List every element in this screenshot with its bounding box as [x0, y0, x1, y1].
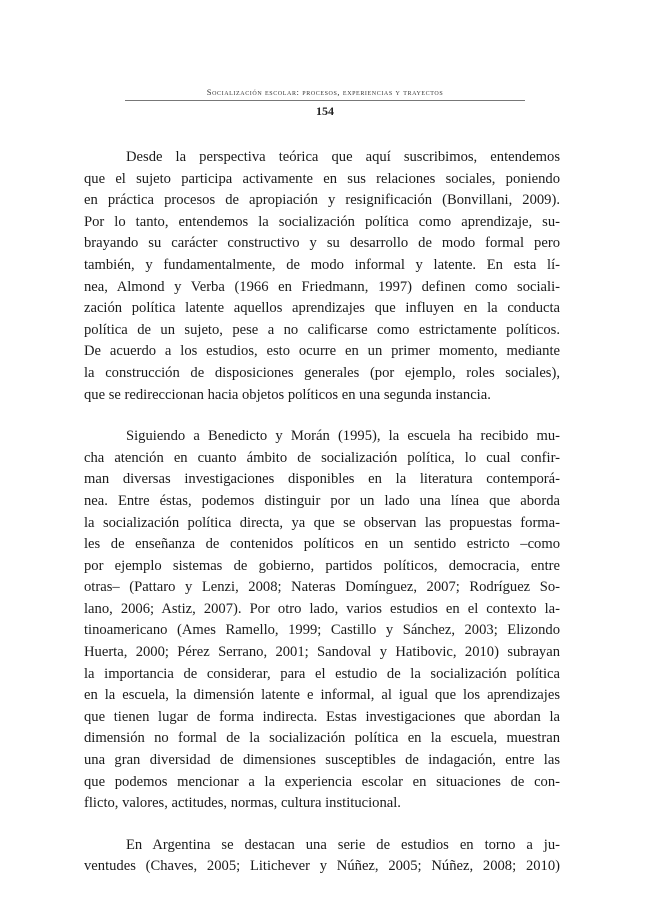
text-line: Siguiendo a Benedicto y Morán (1995), la escuela ha recibido mu-: [126, 428, 560, 445]
text-line: política de un sujeto, pese a no calificarse como estrictamente políticos.: [84, 321, 560, 338]
text-line: una gran diversidad de dimensiones susceptibles de indagación, entre las: [84, 752, 560, 769]
text-line: lano, 2006; Astiz, 2007). Por otro lado, varios estudios en el contexto la-: [84, 600, 560, 617]
running-title: Socialización escolar: procesos, experiencias y trayectos: [206, 87, 444, 97]
text-line: que tienen lugar de forma indirecta. Estas investigaciones que abordan la: [84, 708, 560, 725]
body-text: [84, 147, 560, 898]
text-line: zación política latente aquellos aprendizajes que influyen en la conducta: [84, 300, 560, 317]
text-line: que podemos mencionar a la experiencia escolar en situaciones de con-: [84, 773, 560, 790]
text-line: también, y fundamentalmente, de modo informal y latente. En esta lí-: [84, 256, 560, 273]
text-line: ventudes (Chaves, 2005; Litichever y Núñez, 2005; Núñez, 2008; 2010): [84, 858, 560, 875]
text-line: en la escuela, la dimensión latente e informal, al igual que los aprendizajes: [84, 687, 560, 704]
text-line: De acuerdo a los estudios, esto ocurre en un primer momento, mediante: [84, 343, 560, 360]
text-line: cha atención en cuanto ámbito de socialización política, lo cual confir-: [84, 449, 560, 466]
text-line: Desde la perspectiva teórica que aquí suscribimos, entendemos: [126, 149, 560, 165]
text-line: dimensión no formal de la socialización política en la escuela, muestran: [84, 730, 560, 747]
text-line: la importancia de considerar, para el estudio de la socialización política: [84, 665, 560, 682]
text-line: brayando su carácter constructivo y su desarrollo de modo formal pero: [84, 235, 560, 252]
text-line: man diversas investigaciones disponibles en la literatura contemporá-: [84, 471, 560, 488]
text-line: que el sujeto participa activamente en sus relaciones sociales, poniendo: [84, 170, 560, 187]
text-line: Por lo tanto, entendemos la socialización política como aprendizaje, su-: [84, 213, 560, 230]
text-line: nea, Almond y Verba (1966 en Friedmann, 1997) definen como sociali-: [84, 278, 560, 295]
text-line: la construcción de disposiciones generales (por ejemplo, roles sociales),: [84, 364, 560, 381]
text-line: tinoamericano (Ames Ramello, 1999; Castillo y Sánchez, 2003; Elizondo: [84, 622, 560, 639]
page-number: 154: [316, 104, 334, 118]
text-line: que se redireccionan hacia objetos políticos en una segunda instancia.: [84, 386, 491, 403]
text-line: les de enseñanza de contenidos políticos en un sentido estricto –como: [84, 536, 560, 553]
paragraph-2: [84, 426, 560, 815]
text-line: por ejemplo sistemas de gobierno, partidos políticos, democracia, entre: [84, 557, 560, 574]
text-line: Huerta, 2000; Pérez Serrano, 2001; Sandoval y Hatibovic, 2010) subrayan: [84, 644, 560, 661]
text-line: la socialización política directa, ya que se observan las propuestas forma-: [84, 514, 560, 531]
text-line: otras– (Pattaro y Lenzi, 2008; Nateras Domínguez, 2007; Rodríguez So-: [84, 579, 560, 596]
paragraph-3: [84, 835, 560, 878]
text-line: nea. Entre éstas, podemos distinguir por un lado una línea que aborda: [84, 492, 560, 509]
paragraph-1: [84, 147, 560, 406]
text-line: flicto, valores, actitudes, normas, cultura institucional.: [84, 795, 401, 812]
text-line: en práctica procesos de apropiación y resignificación (Bonvillani, 2009).: [84, 192, 560, 209]
text-line: En Argentina se destacan una serie de estudios en torno a ju-: [126, 836, 560, 853]
header-rule: [125, 100, 525, 101]
